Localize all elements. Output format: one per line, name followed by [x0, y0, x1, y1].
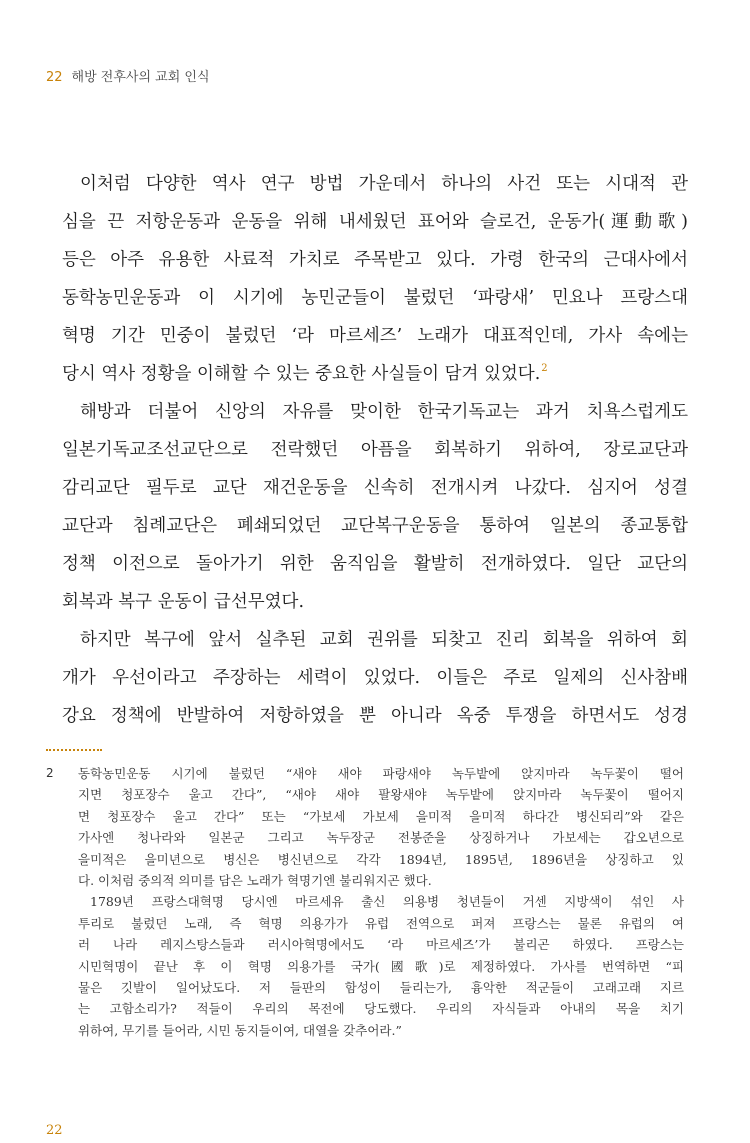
footnote-line: 물은 깃발이 일어났도다. 저 들판의 함성이 들리는가, 흉악한 적군들이 고래고래 지르 [78, 979, 684, 995]
body-line: 강요 정책에 반발하여 저항하였을 뿐 아니라 옥중 투쟁을 하면서도 성경 [62, 706, 688, 726]
body-line: 일본기독교조선교단으로 전락했던 아픔을 회복하기 위하여, 장로교단과 [62, 440, 688, 460]
footnote-line: 동학농민운동 시기에 불렀던 “새야 새야 파랑새야 녹두밭에 앉지마라 녹두꽃이 떨어 [78, 766, 684, 781]
body-line: 개가 우선이라고 주장하는 세력이 있었다. 이들은 주로 일제의 신사참배 [62, 668, 688, 688]
body-line: 교단과 침례교단은 폐쇄되었던 교단복구운동을 통하여 일본의 종교통합 [62, 516, 688, 536]
body-line: 하지만 복구에 앞서 실추된 교회 권위를 되찾고 진리 회복을 위하여 회 [80, 630, 688, 650]
body-line: 감리교단 필두로 교단 재건운동을 신속히 전개시켜 나갔다. 심지어 성결 [62, 478, 688, 498]
footnote-line: 면 청포장수 울고 간다” 또는 “가보세 가보세 을미적 을미적 하다간 병신되리”와 같은 [78, 808, 684, 824]
body-line: 이처럼 다양한 역사 연구 방법 가운데서 하나의 사건 또는 시대적 관 [80, 174, 688, 194]
footer-page-number: 22 [46, 1123, 63, 1138]
body-line: 혁명 기간 민중이 불렀던 ‘라 마르세즈’ 노래가 대표적인데, 가사 속에는 [62, 326, 688, 346]
footnote-line: 1789년 프랑스대혁명 당시엔 마르세유 출신 의용병 청년들이 거센 지방색이 섞인 사 [90, 894, 684, 910]
body-text [62, 165, 688, 735]
footnote-text [78, 763, 684, 1041]
body-line: 동학농민운동과 이 시기에 농민군들이 불렀던 ‘파랑새’ 민요나 프랑스대 [62, 288, 688, 308]
body-line: 해방과 더불어 신앙의 자유를 맞이한 한국기독교는 과거 치욕스럽게도 [80, 402, 688, 422]
body-line [62, 355, 688, 393]
footnote-line: 다. 이처럼 중의적 의미를 담은 노래가 혁명기엔 불리워지곤 했다. [78, 872, 432, 888]
footnote-number: 2 [46, 766, 54, 780]
footnote-line: 러 나라 레지스탕스들과 러시아혁명에서도 ‘라 마르세즈’가 불리곤 하였다. 프랑스는 [78, 937, 684, 953]
running-title: 해방 전후사의 교회 인식 [71, 70, 210, 85]
footnote-line: 위하여, 무기를 들어라, 시민 동지들이여, 대열을 갖추어라.” [78, 1022, 402, 1038]
body-line-text: 당시 역사 정황을 이해할 수 있는 중요한 사실들이 담겨 있었다. [62, 364, 541, 384]
body-line: 등은 아주 유용한 사료적 가치로 주목받고 있다. 가령 한국의 근대사에서 [62, 250, 688, 270]
footnote-divider [46, 749, 102, 751]
footnote-line: 지면 청포장수 울고 간다”, “새야 새야 팔왕새야 녹두밭에 앉지마라 녹두꽃이 떨어지 [78, 787, 684, 803]
header-page-number: 22 [46, 70, 63, 85]
body-line: 정책 이전으로 돌아가기 위한 움직임을 활발히 전개하였다. 일단 교단의 [62, 554, 688, 574]
body-line: 심을 끈 저항운동과 운동을 위해 내세웠던 표어와 슬로건, 운동가(運動歌) [62, 212, 688, 232]
running-header [46, 66, 210, 85]
footnote-line: 는 고함소리가? 적들이 우리의 목전에 당도했다. 우리의 자식들과 아내의 목을 치기 [78, 1001, 684, 1017]
body-line: 회복과 복구 운동이 급선무였다. [62, 592, 305, 612]
footnote-line: 을미적은 을미년으로 병신은 병신년으로 각각 1894년, 1895년, 1896년을 상징하고 있 [78, 851, 684, 867]
footnote-marker[interactable]: 2 [541, 363, 548, 374]
footnote-line: 투리로 불렀던 노래, 즉 혁명 의용가가 유럽 전역으로 퍼져 프랑스는 물론 유럽의 여 [78, 915, 684, 931]
footnote-line: 시민혁명이 끝난 후 이 혁명 의용가를 국가(國歌)로 제정하였다. 가사를 번역하면 “피 [78, 958, 684, 974]
footnote-line: 가사엔 청나라와 일본군 그리고 녹두장군 전봉준을 상징하거나 가보세는 갑오년으로 [78, 830, 684, 846]
